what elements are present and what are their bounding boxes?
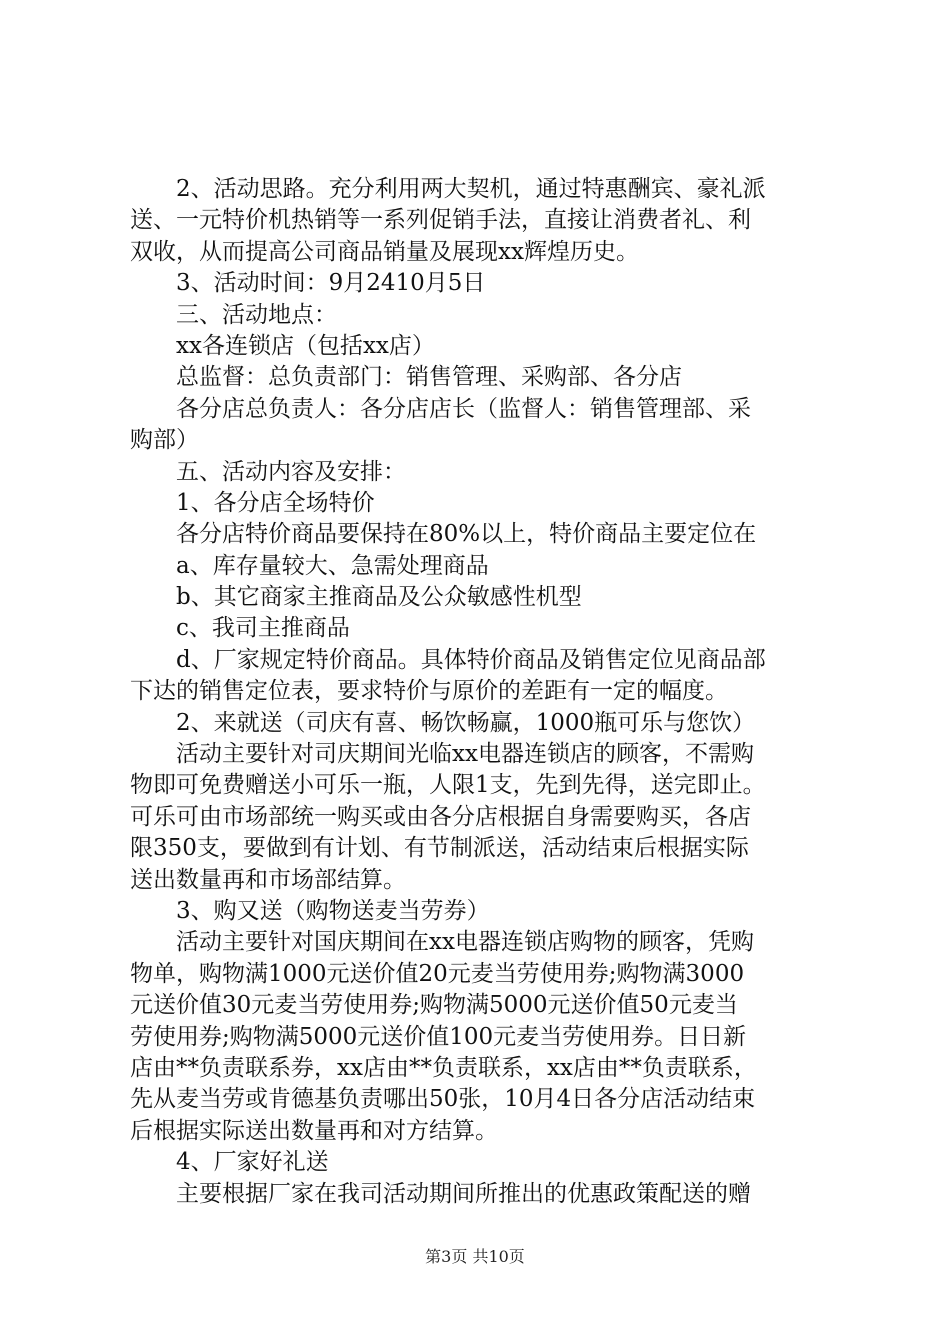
text-line: 3、活动时间：9月2410月5日: [176, 270, 486, 297]
list-item: d、厂家规定特价商品。具体特价商品及销售定位见商品部: [176, 646, 766, 673]
text-line: 购部）: [130, 427, 199, 454]
text-line: 各分店总负责人：各分店店长（监督人：销售管理部、采: [176, 395, 751, 422]
text-line: 可乐可由市场部统一购买或由各分店根据自身需要购买，各店: [130, 803, 751, 830]
text-line: 下达的销售定位表，要求特价与原价的差距有一定的幅度。: [130, 678, 728, 705]
list-item: b、其它商家主推商品及公众敏感性机型: [176, 584, 582, 611]
section-heading: 五、活动内容及安排：: [176, 458, 406, 485]
list-item: c、我司主推商品: [176, 615, 350, 642]
document-body: [130, 174, 830, 1210]
list-item: a、库存量较大、急需处理商品: [176, 552, 489, 579]
subsection-heading: 4、厂家好礼送: [176, 1149, 329, 1176]
text-line: 劳使用券;购物满5000元送价值100元麦当劳使用券。日日新: [130, 1023, 747, 1050]
text-line: 元送价值30元麦当劳使用券;购物满5000元送价值50元麦当: [130, 992, 738, 1019]
text-line: 店由**负责联系券，xx店由**负责联系，xx店由**负责联系，: [130, 1054, 757, 1081]
text-line: 总监督：总负责部门：销售管理、采购部、各分店: [176, 364, 682, 391]
text-line: 活动主要针对国庆期间在xx电器连锁店购物的顾客，凭购: [176, 929, 754, 956]
text-line: 各分店特价商品要保持在80%以上，特价商品主要定位在: [176, 521, 757, 548]
text-line: 先从麦当劳或肯德基负责哪出50张，10月4日各分店活动结束: [130, 1086, 756, 1113]
text-line: 送出数量再和市场部结算。: [130, 866, 406, 893]
text-line: 后根据实际送出数量再和对方结算。: [130, 1117, 498, 1144]
text-line: 双收，从而提高公司商品销量及展现xx辉煌历史。: [130, 238, 639, 265]
text-line: 限350支，要做到有计划、有节制派送，活动结束后根据实际: [130, 835, 749, 862]
text-line: 2、活动思路。充分利用两大契机，通过特惠酬宾、豪礼派: [176, 176, 766, 202]
text-line: 送、一元特价机热销等一系列促销手法，直接让消费者礼、利: [130, 207, 751, 234]
subsection-heading: 2、来就送（司庆有喜、畅饮畅赢，1000瓶可乐与您饮）: [176, 709, 756, 736]
text-line: 活动主要针对司庆期间光临xx电器连锁店的顾客，不需购: [176, 741, 754, 768]
text-line: xx各连锁店（包括xx店）: [176, 332, 435, 359]
subsection-heading: 1、各分店全场特价: [176, 489, 375, 516]
page-footer: 第3页 共10页: [425, 1247, 525, 1266]
subsection-heading: 3、购又送（购物送麦当劳券）: [176, 897, 490, 924]
text-line: 物即可免费赠送小可乐一瓶，人限1支，先到先得，送完即止。: [130, 772, 766, 799]
text-line: 主要根据厂家在我司活动期间所推出的优惠政策配送的赠: [176, 1180, 751, 1207]
text-line: 物单，购物满1000元送价值20元麦当劳使用券;购物满3000: [130, 960, 745, 987]
section-heading: 三、活动地点：: [176, 301, 337, 328]
